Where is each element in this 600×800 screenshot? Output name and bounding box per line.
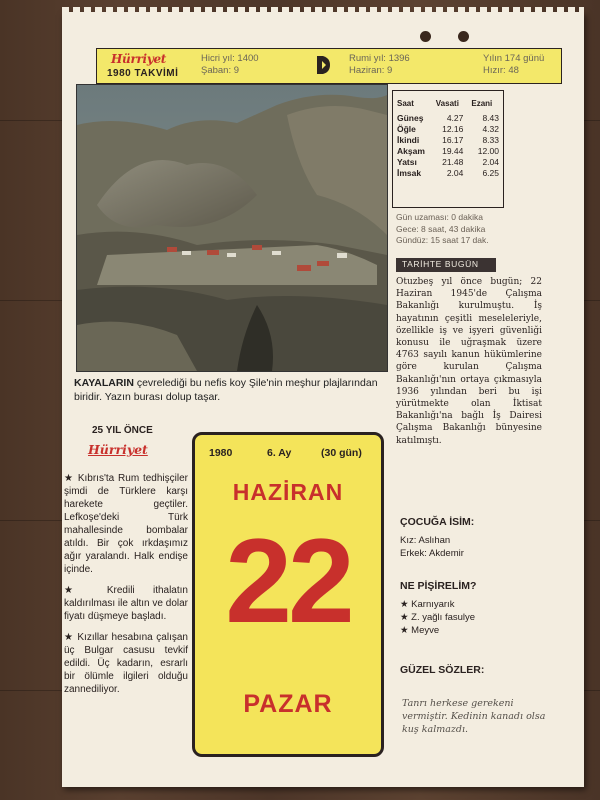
- prayer-vasati: 21.48: [442, 157, 464, 167]
- child-names-title: ÇOCUĞA İSİM:: [400, 516, 475, 528]
- menu-list: [400, 598, 475, 637]
- years-ago-title: 25 YIL ÖNCE: [92, 425, 153, 436]
- boy-name: Erkek: Akdemir: [400, 548, 464, 559]
- year-info: [483, 53, 544, 77]
- col-vasati: Vasati: [435, 99, 459, 108]
- quote-text: Tanrı herkese gerekeni vermiştir. Kedinin kanadı olsa kuş kalmazdı.: [402, 698, 546, 735]
- prayer-name: İkindi: [397, 135, 420, 145]
- menu-item: ★ Meyve: [400, 625, 440, 636]
- prayer-name: Güneş: [397, 113, 424, 123]
- photo-caption: [74, 376, 394, 404]
- caption-text: çevrelediği bu nefis koy Şile'nin meşhur plajlarından biridir. Yazın burası dolup taşar.: [74, 377, 378, 403]
- daytime-length: Gündüz: 15 saat 17 dak.: [396, 235, 489, 245]
- prayer-name: Akşam: [397, 146, 425, 156]
- prayer-vasati: 16.17: [442, 135, 464, 145]
- menu-title: NE PİŞİRELİM?: [400, 580, 477, 592]
- col-saat: Saat: [397, 99, 414, 108]
- table-row: [393, 167, 503, 178]
- table-row: [393, 134, 503, 145]
- sheet-header: [96, 48, 562, 84]
- prayer-vasati: 4.27: [446, 113, 464, 123]
- prayer-ezani: 8.33: [482, 135, 499, 145]
- hurriyet-logo: Hürriyet: [111, 52, 167, 66]
- prayer-vasati: 19.44: [442, 146, 464, 156]
- news-item: ★ Kıbrıs'ta Rum tedhişçiler şimdi de Türklere karşı harekete geçtiler. Lefkoşe'deki Türk mahallesinde bombalar atıldı. Bir çok ırkdaşımız ağır yaralandı. Halk endişe içinde.: [64, 473, 188, 575]
- hicri-info: [201, 53, 259, 77]
- date-block: [192, 432, 384, 757]
- haziran-day: Haziran: 9: [349, 65, 393, 76]
- rumi-info: [349, 53, 410, 77]
- menu-item: ★ Z. yağlı fasulye: [400, 612, 476, 623]
- table-row: [393, 145, 503, 156]
- header-brand: [99, 49, 189, 83]
- years-ago-news: [64, 472, 188, 704]
- punch-hole: [420, 31, 431, 42]
- cal-days-in-month: (30 gün): [321, 447, 362, 459]
- girl-name: Kız: Aslıhan: [400, 535, 451, 546]
- hizir-day: Hızır: 48: [483, 65, 519, 76]
- sile-cove-image: [77, 85, 387, 371]
- years-ago-logo: Hürriyet: [88, 442, 148, 457]
- punch-hole: [458, 31, 469, 42]
- prayer-ezani: 8.43: [482, 113, 499, 123]
- rumi-year: Rumi yıl: 1396: [349, 53, 410, 64]
- child-names: [400, 534, 464, 560]
- table-row: [393, 112, 503, 123]
- table-row: [393, 156, 503, 167]
- prayer-ezani: 4.32: [482, 124, 499, 134]
- cal-month-number: 6. Ay: [267, 447, 292, 459]
- menu-item: ★ Karnıyarık: [400, 599, 455, 610]
- quote-title: GÜZEL SÖZLER:: [400, 664, 485, 676]
- day-length-info: [396, 212, 536, 247]
- prayer-vasati: 2.04: [446, 168, 464, 178]
- ship-logo-icon: [315, 55, 331, 75]
- weekday-name: PAZAR: [243, 690, 333, 718]
- saban-day: Şaban: 9: [201, 65, 240, 76]
- prayer-name: Öğle: [397, 124, 416, 134]
- day-number: 22: [225, 514, 351, 648]
- prayer-name: Yatsı: [397, 157, 417, 167]
- news-item: ★ Kızıllar hesabına çalışan üç Bulgar casusu tevkif edildi. Üç kadarın, esrarlı bir ölümle ilgileri olduğu zannediliyor.: [64, 632, 188, 695]
- prayer-ezani: 2.04: [482, 157, 499, 167]
- caption-bold: KAYALARIN: [74, 377, 134, 389]
- history-title: TARİHTE BUGÜN: [396, 258, 496, 272]
- calendar-sheet: [62, 12, 584, 787]
- night-length: Gece: 8 saat, 43 dakika: [396, 223, 486, 234]
- prayer-times-table: [392, 90, 504, 208]
- col-ezani: Ezani: [471, 99, 493, 108]
- table-row: [393, 123, 503, 134]
- prayer-ezani: 6.25: [482, 168, 499, 178]
- hicri-year: Hicri yıl: 1400: [201, 53, 259, 64]
- day-of-year: Yılın 174 günü: [483, 53, 545, 64]
- prayer-ezani: 12.00: [477, 146, 499, 156]
- cal-year: 1980: [209, 447, 233, 459]
- prayer-name: İmsak: [397, 168, 422, 178]
- calendar-label: 1980 TAKVİMİ: [107, 68, 179, 79]
- month-name: HAZİRAN: [232, 479, 344, 505]
- beach-photo: [76, 84, 388, 372]
- day-extension: Gün uzaması: 0 dakika: [396, 212, 483, 222]
- history-text: Otuzbeş yıl önce bugün; 22 Haziran 1945'de Çalışma Bakanlığı kurulmuştu. İş hayatının çeşitli meseleleriyle, özellikle iş ve işyeri güvenliği konusu ile uğraşmak üzere 4763 sayılı kanun hükümlerine göre kurulan Çalışma Bakanlığı'nın ortaya çıkmasıyla 1936 yılından beri bu işi yürütmekte olan İktisat Bakanlığı'na bağlı İş Dairesi Çalışma Bakanlığı bünyesine katılmıştı.: [396, 277, 542, 446]
- prayer-vasati: 12.16: [442, 124, 464, 134]
- news-item: ★ Kredili ithalatın kaldırılması ile altın ve dolar fiyatı düşmeye başladı.: [64, 585, 188, 622]
